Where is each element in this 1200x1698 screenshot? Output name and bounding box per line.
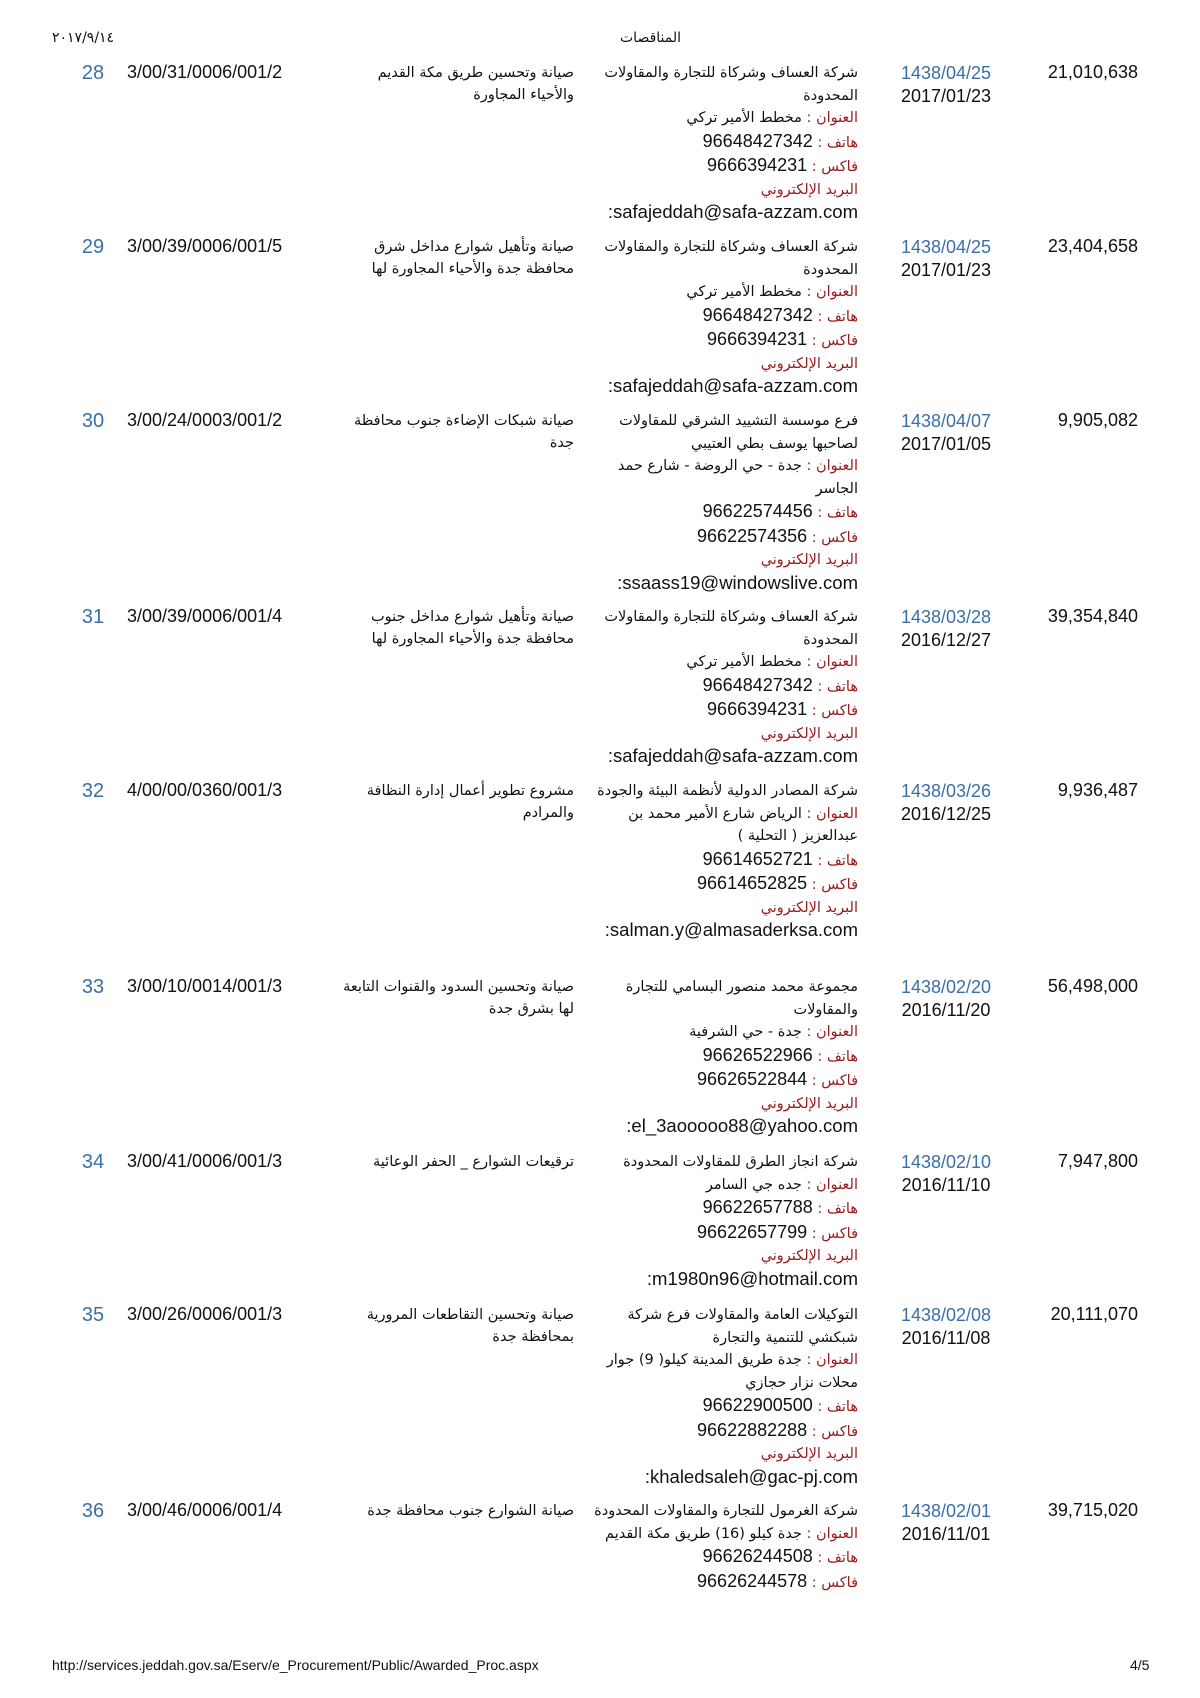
company-phone: 96626522966 (702, 1044, 813, 1065)
company-block (590, 1500, 858, 1594)
row-number: 32 (81, 780, 105, 802)
footer-url: http://services.jeddah.gov.sa/Eserv/e_Procurement/Public/Awarded_Proc.aspx (52, 1657, 539, 1673)
gregorian-date: 2016/11/01 (901, 1523, 991, 1544)
phone-label: هاتف : (817, 1201, 858, 1217)
company-phone: 96622657788 (702, 1197, 813, 1217)
company-name: شركة الغرمول للتجارة والمقاولات المحدودة (594, 1503, 858, 1519)
tender-reference: 4/00/00/0360/001/3 (127, 780, 283, 800)
project-name: صيانة وتحسين السدود والقنوات التابعة لها بشرق جدة (343, 979, 574, 1017)
row-number: 31 (81, 606, 105, 628)
email-label: البريد الإلكتروني (760, 552, 858, 568)
award-amount: 23,404,658 (1047, 236, 1138, 256)
project-name: صيانة وتحسين طريق مكة القديم والأحياء المجاورة (377, 65, 574, 103)
award-amount: 39,715,020 (1047, 1500, 1138, 1520)
company-email: :safajeddah@safa-azzam.com (607, 745, 858, 766)
company-block (590, 62, 858, 224)
gregorian-date: 2017/01/23 (900, 85, 992, 106)
gregorian-date: 2016/11/08 (901, 1327, 991, 1348)
company-name: شركة العساف وشركاة للتجارة والمقاولات المحدودة (604, 65, 858, 104)
project-name: صيانة وتحسين التقاطعات المرورية بمحافظة جدة (366, 1307, 574, 1345)
address-label: العنوان : (806, 110, 858, 126)
project-name: ترقيعات الشوارع _ الحفر الوعائية (373, 1154, 574, 1170)
company-address: جده جي السامر (705, 1176, 802, 1193)
page-number: 4/5 (1130, 1657, 1150, 1673)
row-number: 29 (81, 236, 105, 258)
fax-label: فاكس : (811, 877, 858, 893)
row-number: 28 (81, 62, 105, 84)
email-label: البريد الإلكتروني (760, 355, 858, 372)
tender-reference: 3/00/46/0006/001/4 (127, 1500, 283, 1520)
address-label: العنوان : (806, 805, 858, 822)
hijri-date: 1438/04/07 (900, 411, 992, 431)
address-label: العنوان : (806, 458, 858, 474)
hijri-date: 1438/03/28 (900, 607, 992, 627)
address-label: العنوان : (806, 654, 858, 670)
award-date (886, 780, 1006, 825)
phone-label: هاتف : (817, 505, 858, 521)
company-phone: 96648427342 (702, 130, 813, 151)
award-amount: 39,354,840 (1047, 606, 1138, 626)
company-address: مخطط الأمير تركي (686, 284, 802, 300)
award-amount: 21,010,638 (1047, 62, 1138, 82)
award-date (886, 976, 1006, 1021)
company-fax: 96626244578 (697, 1570, 808, 1591)
phone-label: هاتف : (817, 678, 858, 695)
company-name: شركة العساف وشركاة للتجارة والمقاولات المحدودة (604, 239, 858, 278)
award-amount: 9,905,082 (1057, 410, 1138, 430)
tender-reference: 3/00/39/0006/001/4 (127, 606, 283, 626)
email-label: البريد الإلكتروني (760, 1248, 858, 1264)
hijri-date: 1438/02/10 (900, 1152, 992, 1172)
company-address: جدة كيلو (16) طريق مكة القديم (605, 1525, 802, 1542)
company-fax: 96622657799 (697, 1221, 808, 1242)
award-amount: 20,111,070 (1050, 1304, 1138, 1324)
award-date (886, 236, 1006, 281)
company-email: :el_3aooooo88@yahoo.com (626, 1115, 858, 1136)
hijri-date: 1438/02/01 (900, 1501, 992, 1521)
fax-label: فاكس : (811, 1225, 858, 1242)
email-label: البريد الإلكتروني (760, 181, 858, 198)
company-block (590, 780, 858, 942)
phone-label: هاتف : (817, 134, 858, 151)
company-name: شركة العساف وشركاة للتجارة والمقاولات المحدودة (604, 609, 858, 648)
company-fax: 96622882288 (697, 1419, 808, 1440)
company-phone: 96622900500 (702, 1395, 813, 1415)
company-address: الرياض شارع الأمير محمد بن عبدالعزيز ( التحلية ) (628, 805, 858, 844)
company-phone: 96622574456 (702, 501, 813, 521)
company-fax: 9666394231 (707, 699, 808, 719)
phone-label: هاتف : (817, 1048, 858, 1065)
fax-label: فاكس : (811, 333, 858, 349)
tender-reference: 3/00/31/0006/001/2 (127, 62, 283, 82)
fax-label: فاكس : (811, 703, 858, 719)
company-address: جدة - حي الشرفية (689, 1024, 802, 1040)
fax-label: فاكس : (811, 159, 858, 175)
row-number: 30 (81, 410, 105, 432)
company-email: :khaledsaleh@gac-pj.com (644, 1465, 858, 1487)
tender-reference: 3/00/24/0003/001/2 (127, 410, 283, 430)
award-date (886, 606, 1006, 651)
tender-reference: 3/00/10/0014/001/3 (127, 976, 283, 996)
award-amount: 7,947,800 (1057, 1151, 1138, 1171)
hijri-date: 1438/04/25 (900, 63, 992, 83)
company-name: التوكيلات العامة والمقاولات فرع شركة شبكشي للتنمية والتجارة (627, 1307, 858, 1346)
gregorian-date: 2017/01/05 (900, 433, 992, 454)
hijri-date: 1438/03/26 (900, 781, 992, 801)
company-email: :safajeddah@safa-azzam.com (607, 375, 858, 396)
company-phone: 96614652721 (702, 848, 813, 869)
company-fax: 96622574356 (697, 525, 808, 546)
email-label: البريد الإلكتروني (760, 725, 858, 742)
row-number: 33 (81, 976, 105, 998)
company-phone: 96626244508 (702, 1546, 813, 1566)
email-label: البريد الإلكتروني (760, 899, 858, 916)
company-name: شركة المصادر الدولية لأنظمة البيئة والجودة (597, 783, 858, 799)
company-phone: 96648427342 (702, 674, 813, 695)
award-date (886, 1304, 1006, 1349)
company-email: :ssaass19@windowslive.com (617, 571, 858, 593)
award-date (886, 62, 1006, 107)
address-label: العنوان : (806, 1352, 858, 1368)
company-email: :m1980n96@hotmail.com (646, 1267, 858, 1289)
gregorian-date: 2016/12/25 (900, 803, 992, 824)
company-address: مخطط الأمير تركي (686, 654, 802, 670)
gregorian-date: 2016/11/20 (901, 999, 991, 1020)
company-block (590, 976, 858, 1138)
page-title: المناقصات (620, 30, 682, 46)
gregorian-date: 2017/01/23 (900, 259, 992, 280)
email-label: البريد الإلكتروني (760, 1095, 858, 1112)
hijri-date: 1438/04/25 (900, 237, 992, 257)
project-name: صيانة شبكات الإضاءة جنوب محافظة جدة (353, 413, 574, 451)
row-number: 35 (81, 1304, 105, 1326)
print-date: ٢٠١٧/٩/١٤ (52, 30, 115, 46)
company-block (590, 606, 858, 768)
company-block (590, 1304, 858, 1488)
award-amount: 56,498,000 (1047, 976, 1138, 996)
fax-label: فاكس : (811, 1574, 858, 1591)
award-date (886, 1151, 1006, 1196)
address-label: العنوان : (806, 1525, 858, 1542)
award-date (886, 410, 1006, 455)
company-block (590, 410, 858, 594)
phone-label: هاتف : (817, 1550, 858, 1566)
company-block (590, 1151, 858, 1290)
email-label: البريد الإلكتروني (760, 1446, 858, 1462)
company-fax: 9666394231 (707, 329, 808, 349)
phone-label: هاتف : (817, 308, 858, 325)
address-label: العنوان : (806, 1176, 858, 1193)
company-address: مخطط الأمير تركي (686, 110, 802, 126)
tender-reference: 3/00/39/0006/001/5 (127, 236, 283, 256)
project-name: مشروع تطوير أعمال إدارة النظافة والمرادم (366, 783, 574, 821)
company-phone: 96648427342 (702, 304, 813, 325)
gregorian-date: 2016/12/27 (900, 629, 992, 650)
hijri-date: 1438/02/20 (900, 977, 992, 997)
tender-reference: 3/00/41/0006/001/3 (127, 1151, 283, 1171)
fax-label: فاكس : (811, 1073, 858, 1089)
project-name: صيانة وتأهيل شوارع مداخل شرق محافظة جدة والأحياء المجاورة لها (371, 239, 574, 277)
company-email: :safajeddah@safa-azzam.com (607, 201, 858, 222)
company-address: جدة طريق المدينة كيلو( 9) جوار محلات نزار حجازي (606, 1352, 858, 1391)
award-date (886, 1500, 1006, 1545)
phone-label: هاتف : (817, 1399, 858, 1415)
tender-reference: 3/00/26/0006/001/3 (127, 1304, 283, 1324)
address-label: العنوان : (806, 1024, 858, 1040)
company-block (590, 236, 858, 398)
company-name: شركة انجاز الطرق للمقاولات المحدودة (623, 1154, 858, 1170)
award-amount: 9,936,487 (1057, 780, 1138, 800)
project-name: صيانة وتأهيل شوارع مداخل جنوب محافظة جدة والأحياء المجاورة لها (371, 609, 574, 647)
fax-label: فاكس : (811, 1423, 858, 1440)
gregorian-date: 2016/11/10 (901, 1174, 991, 1195)
company-fax: 9666394231 (707, 155, 808, 175)
row-number: 36 (81, 1500, 105, 1522)
company-name: فرع موسسة التشييد الشرقي للمقاولات لصاحبها يوسف بطي العتيبي (619, 413, 858, 452)
company-email: :salman.y@almasaderksa.com (604, 919, 858, 940)
company-address: جدة - حي الروضة - شارع حمد الجاسر (617, 458, 858, 497)
project-name: صيانة الشوارع جنوب محافظة جدة (367, 1503, 574, 1519)
hijri-date: 1438/02/08 (900, 1305, 992, 1325)
row-number: 34 (81, 1151, 105, 1173)
company-fax: 96626522844 (697, 1069, 808, 1089)
company-fax: 96614652825 (697, 873, 808, 893)
phone-label: هاتف : (817, 852, 858, 869)
fax-label: فاكس : (811, 529, 858, 546)
address-label: العنوان : (806, 284, 858, 300)
company-name: مجموعة محمد منصور البسامي للتجارة والمقاولات (625, 979, 858, 1018)
